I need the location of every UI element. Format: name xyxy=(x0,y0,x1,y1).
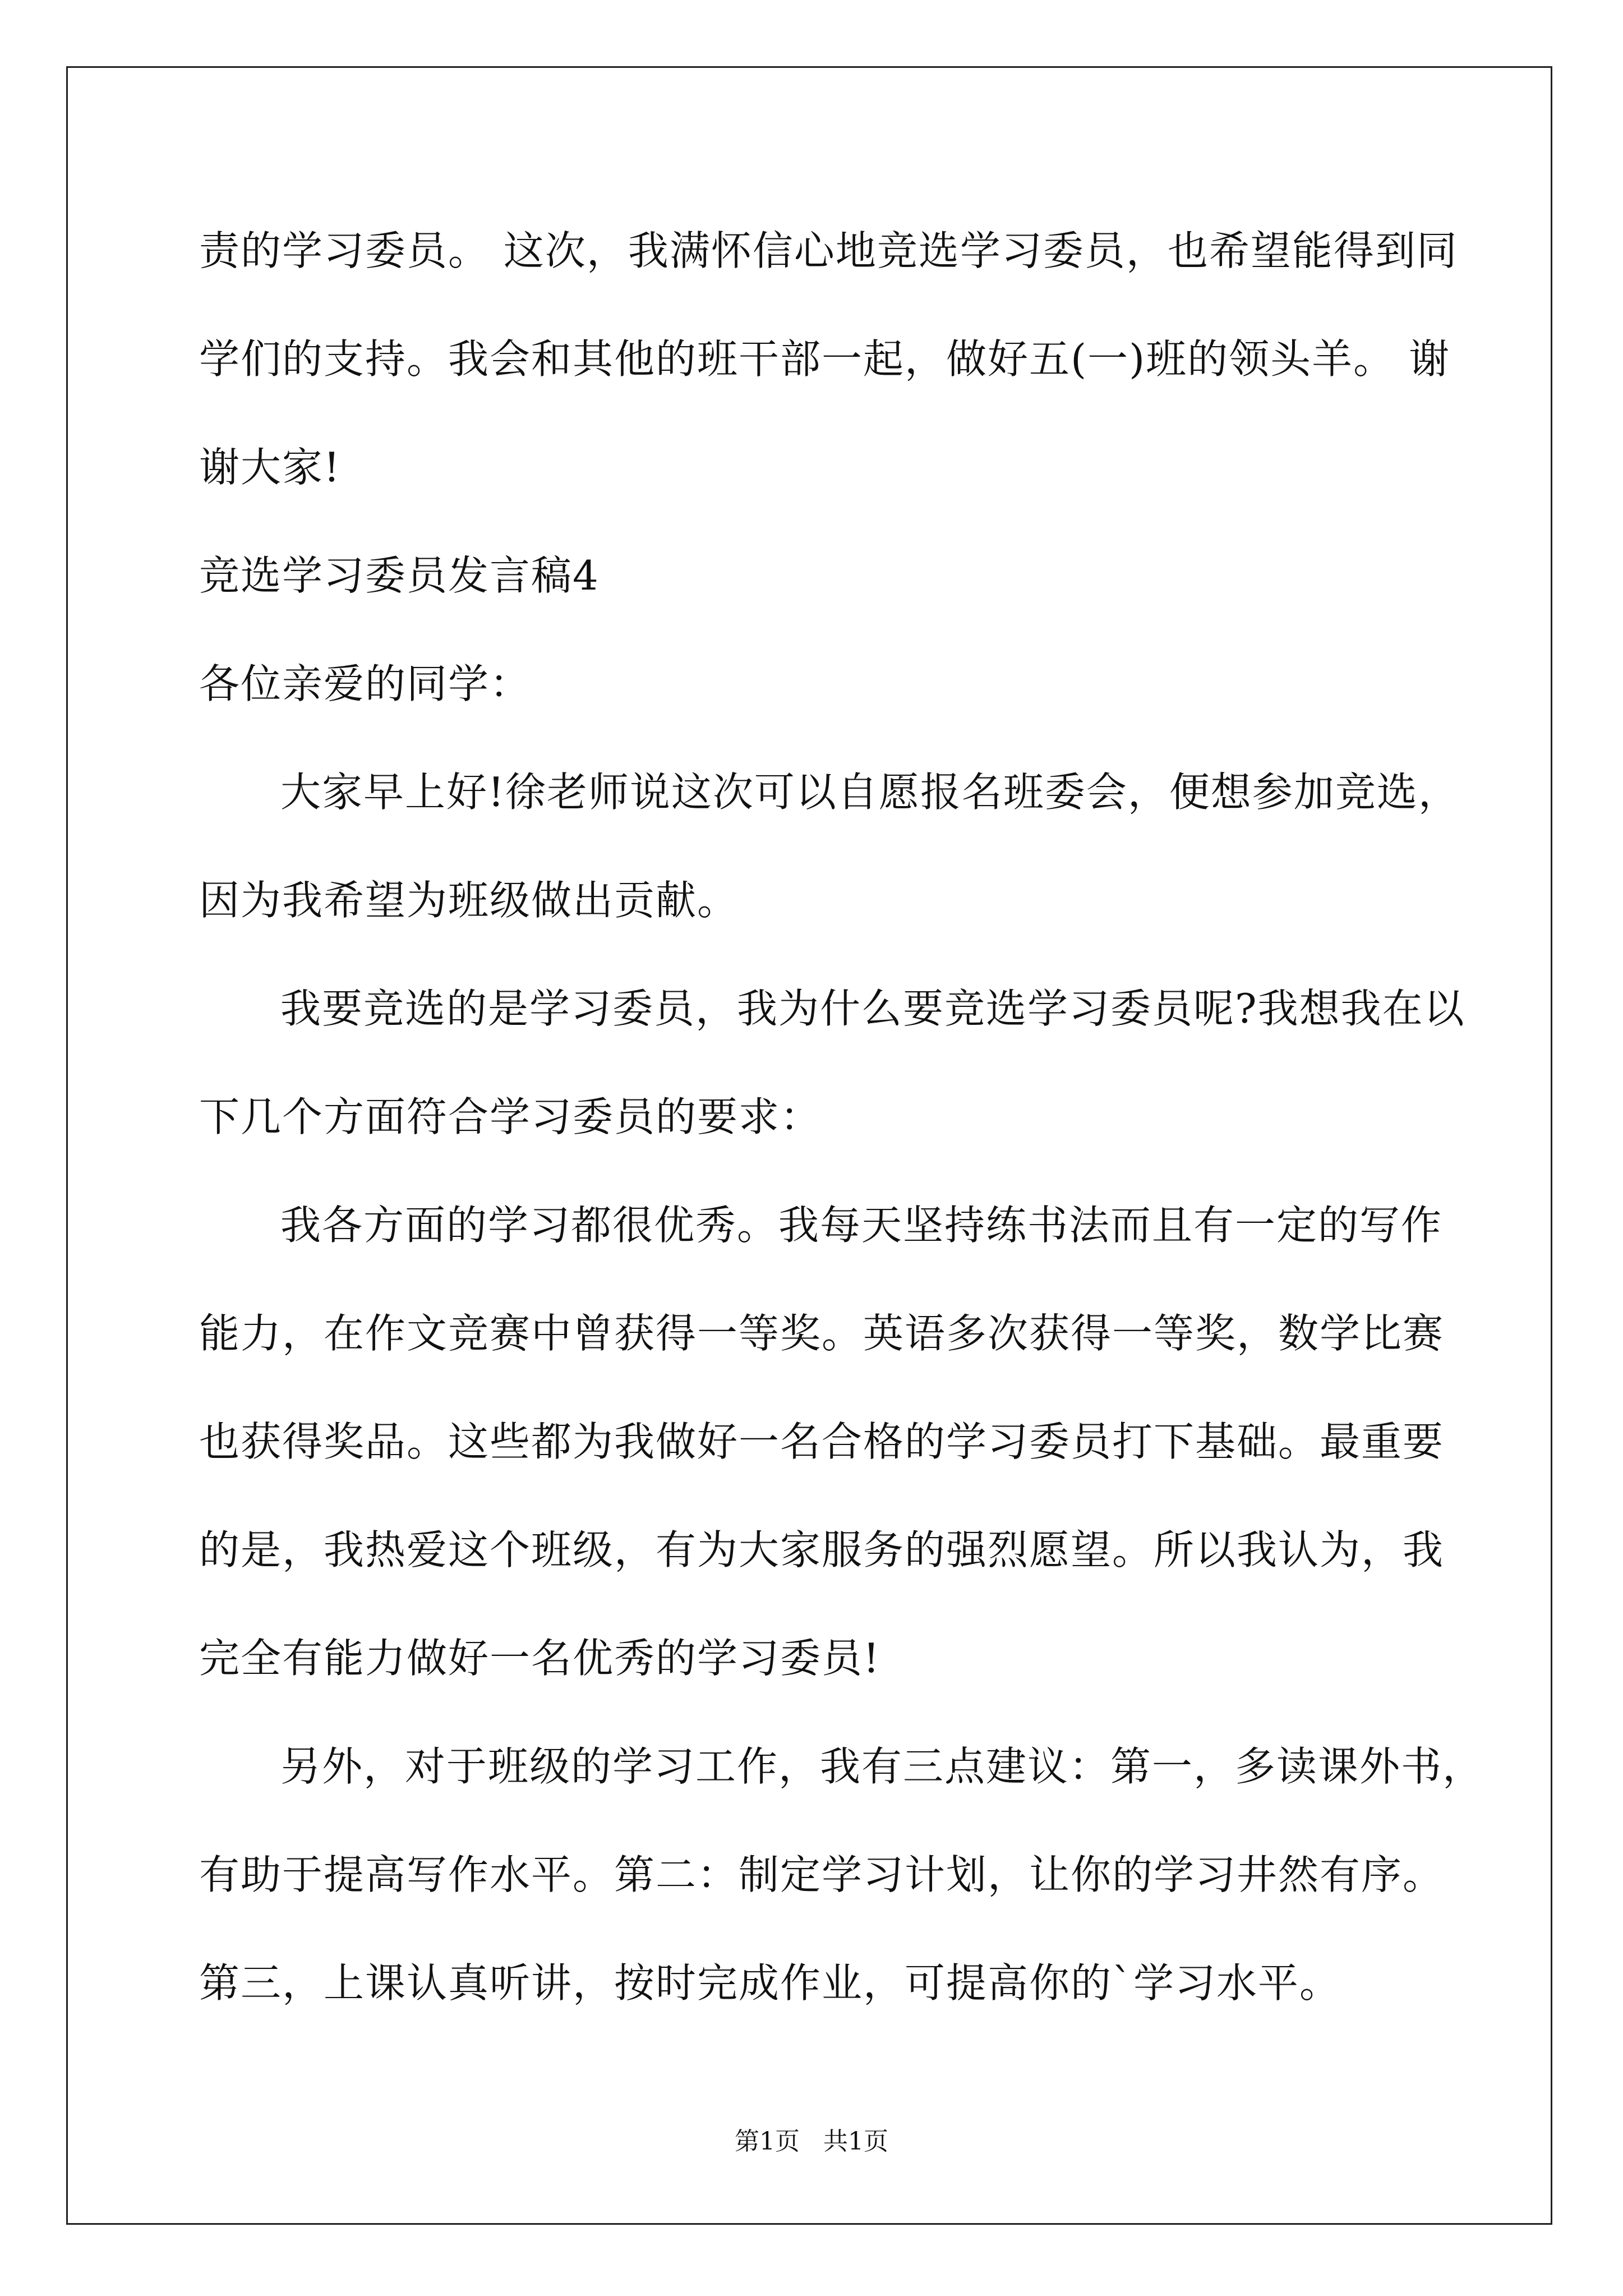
page-number: 第1页 共1页 xyxy=(735,2127,888,2156)
body-line: 另外，对于班级的学习工作，我有三点建议：第一，多读课外书， xyxy=(280,1743,1484,1790)
salutation: 各位亲爱的同学： xyxy=(199,660,532,707)
page-border xyxy=(66,66,1552,2225)
body-line: 责的学习委员。 这次，我满怀信心地竞选学习委员，也希望能得到同 xyxy=(199,227,1458,274)
body-line: 学们的支持。我会和其他的班干部一起，做好五(一)班的领头羊。 谢 xyxy=(199,335,1451,383)
body-line: 的是，我热爱这个班级，有为大家服务的强烈愿望。所以我认为，我 xyxy=(199,1526,1445,1573)
body-line: 能力，在作文竞赛中曾获得一等奖。英语多次获得一等奖，数学比赛 xyxy=(199,1310,1445,1357)
body-line: 有助于提高写作水平。第二：制定学习计划，让你的学习井然有序。 xyxy=(199,1851,1445,1898)
body-line: 下几个方面符合学习委员的要求： xyxy=(199,1093,822,1140)
body-line: 因为我希望为班级做出贡献。 xyxy=(199,877,739,924)
section-heading: 竞选学习委员发言稿4 xyxy=(199,552,600,599)
body-line: 我要竞选的是学习委员，我为什么要竞选学习委员呢?我想我在以 xyxy=(280,985,1465,1032)
body-line: 我各方面的学习都很优秀。我每天坚持练书法而且有一定的写作 xyxy=(280,1202,1443,1249)
body-line: 大家早上好!徐老师说这次可以自愿报名班委会，便想参加竞选， xyxy=(280,769,1460,816)
body-line: 完全有能力做好一名优秀的学习委员! xyxy=(199,1635,880,1682)
body-line: 第三，上课认真听讲，按时完成作业，可提高你的`学习水平。 xyxy=(199,1959,1341,2007)
body-line: 也获得奖品。这些都为我做好一名合格的学习委员打下基础。最重要 xyxy=(199,1418,1445,1465)
body-line: 谢大家! xyxy=(199,444,341,491)
